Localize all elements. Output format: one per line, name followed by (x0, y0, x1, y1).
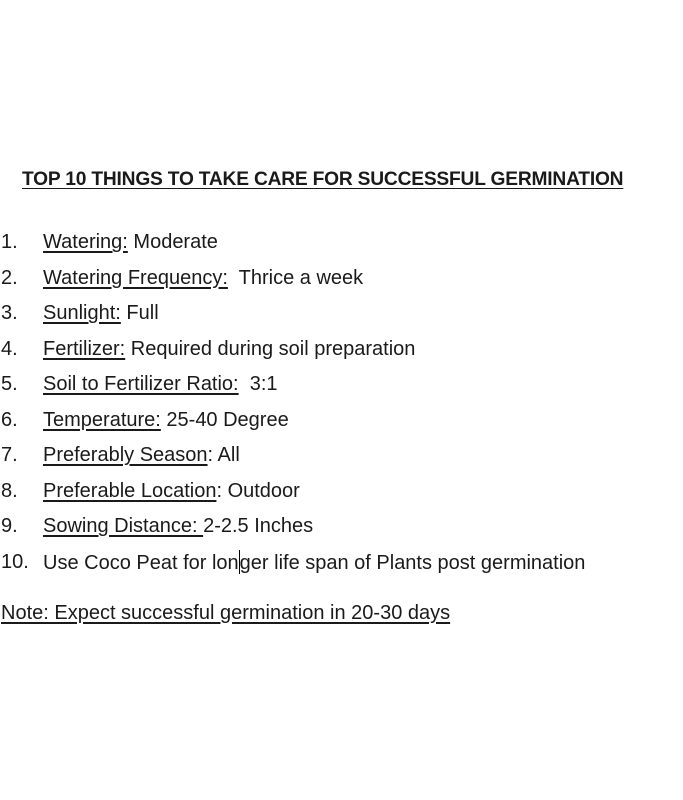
item-value: : Outdoor (216, 479, 300, 502)
item-number: 3. (1, 302, 18, 325)
item-number: 7. (1, 444, 18, 467)
list-item (0, 261, 683, 297)
item-label: Temperature: (43, 408, 161, 431)
document-title: TOP 10 THINGS TO TAKE CARE FOR SUCCESSFUL GERMINATION (22, 169, 624, 190)
item-value: : All (207, 444, 240, 467)
item-number: 2. (1, 266, 18, 289)
item-number: 10. (1, 550, 29, 573)
item-value: Thrice a week (238, 266, 364, 289)
item-number: 1. (1, 231, 18, 254)
list-item (0, 474, 683, 510)
item-value: ger life span of Plants post germination (239, 551, 586, 574)
item-value: Full (126, 302, 159, 325)
item-label: Soil to Fertilizer Ratio: (43, 373, 239, 396)
care-list (0, 225, 683, 580)
item-value: 25-40 Degree (166, 408, 289, 431)
item-label: Preferable Location (43, 479, 217, 502)
list-item (0, 367, 683, 403)
item-number: 5. (1, 373, 18, 396)
item-value: 2-2.5 Inches (203, 515, 314, 538)
item-value: 3:1 (249, 373, 278, 396)
note-text: Note: Expect successful germination in 20-30 days (1, 602, 451, 624)
item-label: Fertilizer: (43, 337, 126, 360)
item-number: 8. (1, 479, 18, 502)
item-number: 4. (1, 337, 18, 360)
item-value: Required during soil preparation (130, 337, 416, 360)
list-item (0, 403, 683, 439)
item-label: Sunlight: (43, 302, 121, 325)
list-item (0, 225, 683, 261)
list-item (0, 438, 683, 474)
item-label: Preferably Season (43, 444, 208, 467)
item-number: 6. (1, 408, 18, 431)
item-label: Watering: (43, 231, 128, 254)
item-label: Watering Frequency: (43, 266, 228, 289)
item-value-part: Use Coco Peat for lon (43, 551, 239, 574)
list-item (0, 332, 683, 368)
list-item (0, 509, 683, 545)
list-item (0, 545, 683, 581)
list-item (0, 296, 683, 332)
item-number: 9. (1, 515, 18, 538)
item-value: Moderate (133, 231, 218, 254)
item-label: Sowing Distance: (43, 515, 204, 538)
